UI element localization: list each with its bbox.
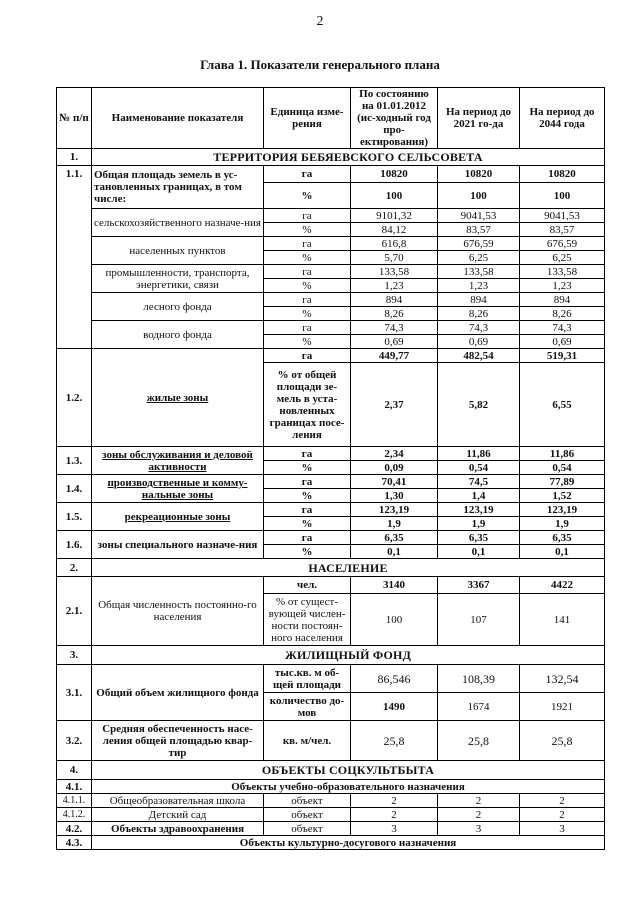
value-cell: 10820 xyxy=(351,166,438,183)
row-num: 4.1.1. xyxy=(57,794,92,808)
value-cell: 8,26 xyxy=(520,307,605,321)
header-unit: Единица изме-рения xyxy=(264,88,351,149)
value-cell: 519,31 xyxy=(520,349,605,363)
row-name: рекреационные зоны xyxy=(92,503,264,531)
unit-cell: % xyxy=(264,279,351,293)
unit-cell: га xyxy=(264,349,351,363)
row-name: зоны обслуживания и деловой активности xyxy=(92,447,264,475)
table-row xyxy=(57,447,605,461)
table-row xyxy=(57,822,605,836)
table-row xyxy=(57,577,605,594)
value-cell: 1921 xyxy=(520,693,605,721)
section-row xyxy=(57,149,605,166)
row-num: 3.2. xyxy=(57,721,92,761)
value-cell: 9041,53 xyxy=(520,209,605,223)
value-cell: 10820 xyxy=(520,166,605,183)
value-cell: 1,23 xyxy=(438,279,520,293)
value-cell: 5,82 xyxy=(438,363,520,447)
value-cell: 100 xyxy=(520,183,605,209)
value-cell: 133,58 xyxy=(520,265,605,279)
value-cell: 100 xyxy=(351,183,438,209)
row-num: 4.3. xyxy=(57,836,92,850)
value-cell: 141 xyxy=(520,594,605,646)
value-cell: 107 xyxy=(438,594,520,646)
value-cell: 6,35 xyxy=(438,531,520,545)
header-name: Наименование показателя xyxy=(92,88,264,149)
value-cell: 10820 xyxy=(438,166,520,183)
section-title: ЖИЛИЩНЫЙ ФОНД xyxy=(92,646,605,665)
unit-cell: % xyxy=(264,223,351,237)
row-num: 4.2. xyxy=(57,822,92,836)
value-cell: 123,19 xyxy=(438,503,520,517)
value-cell: 616,8 xyxy=(351,237,438,251)
unit-cell: % от общей площади зе-мель в уста-новленных границах посе-ления xyxy=(264,363,351,447)
value-cell: 8,26 xyxy=(351,307,438,321)
value-cell: 3 xyxy=(520,822,605,836)
table-row xyxy=(57,166,605,183)
value-cell: 1,52 xyxy=(520,489,605,503)
value-cell: 6,35 xyxy=(351,531,438,545)
value-cell: 1,9 xyxy=(438,517,520,531)
row-name: Средняя обеспеченность насе-ления общей площадью квар-тир xyxy=(92,721,264,761)
row-num: 1.1. xyxy=(57,166,92,349)
value-cell: 123,19 xyxy=(520,503,605,517)
value-cell: 1490 xyxy=(351,693,438,721)
value-cell: 2 xyxy=(520,794,605,808)
row-name: Общая численность постоянно-го населения xyxy=(92,577,264,646)
value-cell: 74,3 xyxy=(520,321,605,335)
value-cell: 1,9 xyxy=(351,517,438,531)
table-row xyxy=(57,665,605,693)
value-cell: 2 xyxy=(351,808,438,822)
row-name: зоны специального назначе-ния xyxy=(92,531,264,559)
value-cell: 0,69 xyxy=(438,335,520,349)
value-cell: 83,57 xyxy=(438,223,520,237)
value-cell: 0,54 xyxy=(520,461,605,475)
table-row xyxy=(57,531,605,545)
value-cell: 9041,53 xyxy=(438,209,520,223)
value-cell: 74,3 xyxy=(351,321,438,335)
value-cell: 5,70 xyxy=(351,251,438,265)
value-cell: 3140 xyxy=(351,577,438,594)
row-num: 1.2. xyxy=(57,349,92,447)
table-row xyxy=(57,237,605,251)
unit-cell: % xyxy=(264,517,351,531)
unit-cell: га xyxy=(264,447,351,461)
table-row xyxy=(57,209,605,223)
unit-cell: га xyxy=(264,237,351,251)
row-name: Объекты здравоохранения xyxy=(92,822,264,836)
section-num: 2. xyxy=(57,559,92,577)
unit-cell: чел. xyxy=(264,577,351,594)
value-cell: 100 xyxy=(438,183,520,209)
section-row xyxy=(57,761,605,780)
value-cell: 2 xyxy=(520,808,605,822)
table-row xyxy=(57,503,605,517)
section-title: НАСЕЛЕНИЕ xyxy=(92,559,605,577)
value-cell: 132,54 xyxy=(520,665,605,693)
value-cell: 6,25 xyxy=(438,251,520,265)
value-cell: 0,69 xyxy=(351,335,438,349)
row-name: Общая площадь земель в ус-тановленных границах, в том числе: xyxy=(92,166,264,209)
unit-cell: га xyxy=(264,166,351,183)
unit-cell: га xyxy=(264,503,351,517)
value-cell: 74,5 xyxy=(438,475,520,489)
value-cell: 84,12 xyxy=(351,223,438,237)
section-row xyxy=(57,646,605,665)
value-cell: 0,1 xyxy=(438,545,520,559)
value-cell: 8,26 xyxy=(438,307,520,321)
unit-cell: % xyxy=(264,251,351,265)
unit-cell: га xyxy=(264,293,351,307)
value-cell: 676,59 xyxy=(438,237,520,251)
row-name: Общий объем жилищного фонда xyxy=(92,665,264,721)
unit-cell: объект xyxy=(264,794,351,808)
unit-cell: тыс.кв. м об-щей площади xyxy=(264,665,351,693)
value-cell: 1,30 xyxy=(351,489,438,503)
value-cell: 2,37 xyxy=(351,363,438,447)
section-title: ТЕРРИТОРИЯ БЕБЯЕВСКОГО СЕЛЬСОВЕТА xyxy=(92,149,605,166)
unit-cell: га xyxy=(264,265,351,279)
row-name: Детский сад xyxy=(92,808,264,822)
value-cell: 0,69 xyxy=(520,335,605,349)
header-base: По состоянию на 01.01.2012 (ис-ходный год про-ектирования) xyxy=(351,88,438,149)
value-cell: 1,23 xyxy=(520,279,605,293)
subsection-title: Объекты культурно-досугового назначения xyxy=(92,836,605,850)
value-cell: 0,1 xyxy=(520,545,605,559)
value-cell: 894 xyxy=(351,293,438,307)
value-cell: 86,546 xyxy=(351,665,438,693)
row-num: 4.1. xyxy=(57,780,92,794)
unit-cell: % xyxy=(264,545,351,559)
subsection-title: Объекты учебно-образовательного назначения xyxy=(92,780,605,794)
value-cell: 894 xyxy=(438,293,520,307)
value-cell: 2,34 xyxy=(351,447,438,461)
indicators-table xyxy=(56,87,605,850)
value-cell: 676,59 xyxy=(520,237,605,251)
value-cell: 3367 xyxy=(438,577,520,594)
value-cell: 11,86 xyxy=(520,447,605,461)
row-num: 4.1.2. xyxy=(57,808,92,822)
table-row xyxy=(57,321,605,335)
row-name: водного фонда xyxy=(92,321,264,349)
section-row xyxy=(57,559,605,577)
value-cell: 108,39 xyxy=(438,665,520,693)
unit-cell: га xyxy=(264,321,351,335)
row-num: 1.4. xyxy=(57,475,92,503)
row-name: производственные и комму-нальные зоны xyxy=(92,475,264,503)
unit-cell: объект xyxy=(264,808,351,822)
page-number: 2 xyxy=(316,14,324,29)
unit-cell: га xyxy=(264,475,351,489)
value-cell: 4422 xyxy=(520,577,605,594)
value-cell: 123,19 xyxy=(351,503,438,517)
value-cell: 3 xyxy=(438,822,520,836)
unit-cell: % xyxy=(264,307,351,321)
value-cell: 133,58 xyxy=(438,265,520,279)
section-num: 3. xyxy=(57,646,92,665)
value-cell: 1,9 xyxy=(520,517,605,531)
value-cell: 3 xyxy=(351,822,438,836)
value-cell: 2 xyxy=(351,794,438,808)
row-name: жилые зоны xyxy=(92,349,264,447)
header-2044: На период до 2044 года xyxy=(520,88,605,149)
table-header-row xyxy=(57,88,605,149)
header-2021: На период до 2021 го-да xyxy=(438,88,520,149)
value-cell: 2 xyxy=(438,808,520,822)
value-cell: 77,89 xyxy=(520,475,605,489)
value-cell: 1,4 xyxy=(438,489,520,503)
value-cell: 2 xyxy=(438,794,520,808)
unit-cell: количество до-мов xyxy=(264,693,351,721)
value-cell: 6,55 xyxy=(520,363,605,447)
row-num: 1.6. xyxy=(57,531,92,559)
value-cell: 6,25 xyxy=(520,251,605,265)
table-row xyxy=(57,808,605,822)
value-cell: 0,54 xyxy=(438,461,520,475)
table-row xyxy=(57,265,605,279)
unit-cell: % от сущест-вующей числен-ности постоян-ного населения xyxy=(264,594,351,646)
value-cell: 74,3 xyxy=(438,321,520,335)
unit-cell: га xyxy=(264,531,351,545)
unit-cell: га xyxy=(264,209,351,223)
table-row xyxy=(57,836,605,850)
unit-cell: % xyxy=(264,461,351,475)
value-cell: 25,8 xyxy=(438,721,520,761)
section-num: 4. xyxy=(57,761,92,780)
table-row xyxy=(57,721,605,761)
row-num: 1.5. xyxy=(57,503,92,531)
value-cell: 482,54 xyxy=(438,349,520,363)
unit-cell: % xyxy=(264,183,351,209)
row-name: Общеобразовательная школа xyxy=(92,794,264,808)
value-cell: 1,23 xyxy=(351,279,438,293)
row-name: лесного фонда xyxy=(92,293,264,321)
unit-cell: % xyxy=(264,335,351,349)
value-cell: 1674 xyxy=(438,693,520,721)
value-cell: 894 xyxy=(520,293,605,307)
table-row xyxy=(57,475,605,489)
row-num: 2.1. xyxy=(57,577,92,646)
value-cell: 449,77 xyxy=(351,349,438,363)
value-cell: 11,86 xyxy=(438,447,520,461)
chapter-title: Глава 1. Показатели генерального плана xyxy=(200,57,440,72)
header-num: № п/п xyxy=(57,88,92,149)
value-cell: 0,1 xyxy=(351,545,438,559)
value-cell: 25,8 xyxy=(520,721,605,761)
table-row xyxy=(57,794,605,808)
row-num: 1.3. xyxy=(57,447,92,475)
row-num: 3.1. xyxy=(57,665,92,721)
value-cell: 9101,32 xyxy=(351,209,438,223)
value-cell: 100 xyxy=(351,594,438,646)
row-name: населенных пунктов xyxy=(92,237,264,265)
row-name: сельскохозяйственного назначе-ния xyxy=(92,209,264,237)
value-cell: 70,41 xyxy=(351,475,438,489)
unit-cell: кв. м/чел. xyxy=(264,721,351,761)
value-cell: 133,58 xyxy=(351,265,438,279)
value-cell: 83,57 xyxy=(520,223,605,237)
value-cell: 25,8 xyxy=(351,721,438,761)
table-row xyxy=(57,349,605,363)
unit-cell: объект xyxy=(264,822,351,836)
value-cell: 0,09 xyxy=(351,461,438,475)
unit-cell: % xyxy=(264,489,351,503)
table-row xyxy=(57,293,605,307)
row-name: промышленности, транспорта, энергетики, связи xyxy=(92,265,264,293)
table-row xyxy=(57,780,605,794)
section-num: 1. xyxy=(57,149,92,166)
section-title: ОБЪЕКТЫ СОЦКУЛЬТБЫТА xyxy=(92,761,605,780)
value-cell: 6,35 xyxy=(520,531,605,545)
